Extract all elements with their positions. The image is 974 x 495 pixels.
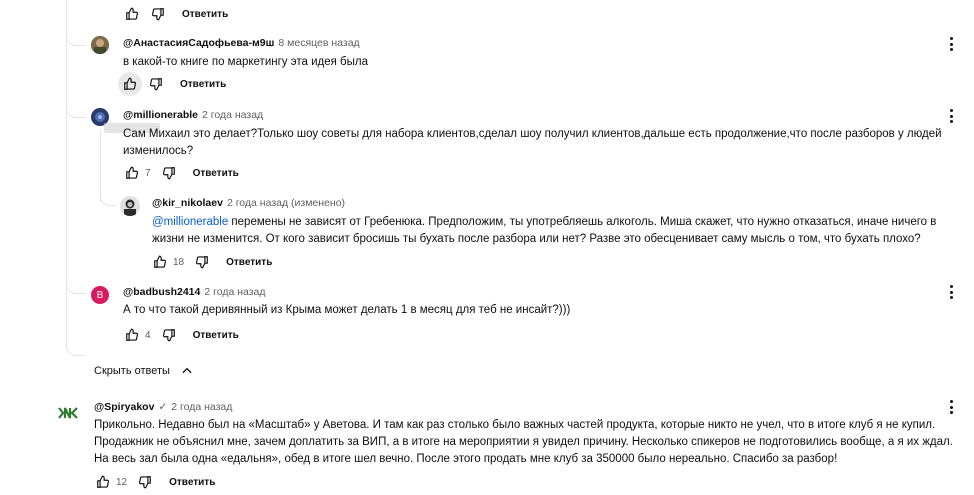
avatar[interactable]: [53, 399, 81, 427]
timestamp[interactable]: 8 месяцев назад: [278, 37, 360, 49]
author-name[interactable]: @Spiryakov: [94, 401, 155, 413]
timestamp[interactable]: 2 года назад (изменено): [226, 197, 346, 209]
dislike-button[interactable]: [146, 74, 166, 94]
author-name[interactable]: @badbush2414: [123, 286, 201, 298]
mention-link[interactable]: @millionerable: [152, 216, 229, 228]
like-count: 12: [116, 476, 128, 488]
reply-button[interactable]: Ответить: [226, 256, 273, 268]
thread-connector-nested: [100, 186, 116, 206]
avatar-image: [120, 196, 140, 216]
avatar-letter: B: [96, 289, 104, 301]
timestamp[interactable]: 2 года назад: [204, 286, 266, 298]
thread-connector: [66, 30, 86, 46]
avatar[interactable]: [91, 286, 109, 304]
dislike-button[interactable]: [135, 472, 155, 492]
verified-icon: ✓: [158, 401, 168, 413]
reply-button[interactable]: Ответить: [182, 8, 229, 20]
more-options-icon[interactable]: [946, 399, 956, 415]
thumbs-down-icon: [151, 7, 165, 21]
thumbs-down-icon: [138, 475, 152, 489]
thread-connector: [66, 276, 86, 294]
comment-actions: [122, 163, 239, 183]
timestamp[interactable]: 2 года назад: [202, 109, 264, 121]
comment-text: [152, 214, 942, 248]
comment-actions: [122, 325, 239, 345]
comment-actions: [122, 4, 228, 24]
reply-button[interactable]: Ответить: [192, 329, 239, 341]
more-options-icon[interactable]: [946, 36, 956, 52]
comment-actions: [118, 74, 226, 94]
author-name[interactable]: @millionerable: [123, 109, 199, 121]
hide-replies-button[interactable]: [94, 364, 194, 378]
hide-replies-label: Скрыть ответы: [94, 365, 170, 377]
more-options-icon[interactable]: [946, 284, 956, 300]
comment-actions: [93, 472, 215, 492]
like-count: 18: [173, 256, 185, 268]
comment-header: [123, 37, 360, 49]
like-button[interactable]: [93, 472, 113, 492]
author-name[interactable]: @kir_nikolaev: [152, 197, 223, 209]
thread-connector: [66, 330, 86, 356]
thumbs-up-icon: [125, 7, 139, 21]
comment-header: [123, 286, 266, 298]
author-name[interactable]: @АнастасияСадофьева-м9ш: [123, 37, 275, 49]
thumbs-down-icon: [162, 166, 176, 180]
thumbs-up-icon: [123, 77, 137, 91]
avatar-image: [91, 36, 109, 54]
thumbs-down-icon: [162, 328, 176, 342]
more-options-icon[interactable]: [946, 108, 956, 124]
avatar[interactable]: [91, 36, 109, 54]
reply-button[interactable]: Ответить: [192, 167, 239, 179]
thumbs-up-icon: [125, 328, 139, 342]
dislike-button[interactable]: [148, 4, 168, 24]
like-button[interactable]: [150, 252, 170, 272]
like-count: 7: [145, 167, 151, 179]
avatar[interactable]: [120, 196, 140, 216]
chevron-up-icon: [180, 364, 194, 378]
thumbs-down-icon: [195, 255, 209, 269]
comment-text: А то что такой деривянный из Крыма может делать 1 в месяц для теб не инсайт?))): [123, 304, 571, 316]
dislike-button[interactable]: [159, 325, 179, 345]
like-button[interactable]: [122, 163, 142, 183]
comment-header: [152, 197, 345, 209]
like-button[interactable]: [122, 4, 142, 24]
spiryakov-logo-icon: [53, 399, 81, 427]
comment-text: в какой-то книге по маркетингу эта идея была: [123, 56, 368, 68]
comment-header: [123, 109, 263, 121]
like-count: 4: [145, 329, 151, 341]
dislike-button[interactable]: [192, 252, 212, 272]
thumbs-up-icon: [125, 166, 139, 180]
comment-text: Прикольно. Недавно был на «Масштаб» у Аветова. И там как раз столько было важных частей продукта, которые никто не учел, что в итоге клуб я не купил. Продажник не объяснил мне, зачем доплатить за ВИП, а в итоге на мероприятии я увидел причину. Несколько спикеров не подготовились вообще, а я их ждал. На весь зал была одна «едальня», обед в итоге шел вечно. После этого продать мне клуб за 350000 было нереально. Спасибо за разбор!: [94, 419, 953, 465]
like-button[interactable]: [122, 325, 142, 345]
comment-text: Сам Михаил это делает?Только шоу советы для набора клиентов,сделал шоу получил клиентов,дальше есть продолжение,что после разборов у людей изменилось?: [123, 128, 942, 157]
reply-button[interactable]: Ответить: [180, 78, 227, 90]
like-button[interactable]: [118, 72, 142, 96]
thread-line: [66, 0, 67, 350]
thumbs-down-icon: [149, 77, 163, 91]
comment-body: перемены не зависят от Гребенюка. Предположим, ты употребляешь алкоголь. Миша скажет, что нужно отказаться, иначе ничего в жизни не изменится. От кого зависит бросишь ты бухать после разбора или нет? Разве это обесценивает саму мысль о том, что бухать плохо?: [152, 216, 937, 245]
comment-actions: [150, 252, 272, 272]
thread-connector: [66, 100, 86, 118]
thumbs-up-icon: [153, 255, 167, 269]
dislike-button[interactable]: [159, 163, 179, 183]
reply-button[interactable]: Ответить: [169, 476, 216, 488]
thumbs-up-icon: [96, 475, 110, 489]
comment-header: [94, 401, 232, 413]
timestamp[interactable]: 2 года назад: [171, 401, 233, 413]
